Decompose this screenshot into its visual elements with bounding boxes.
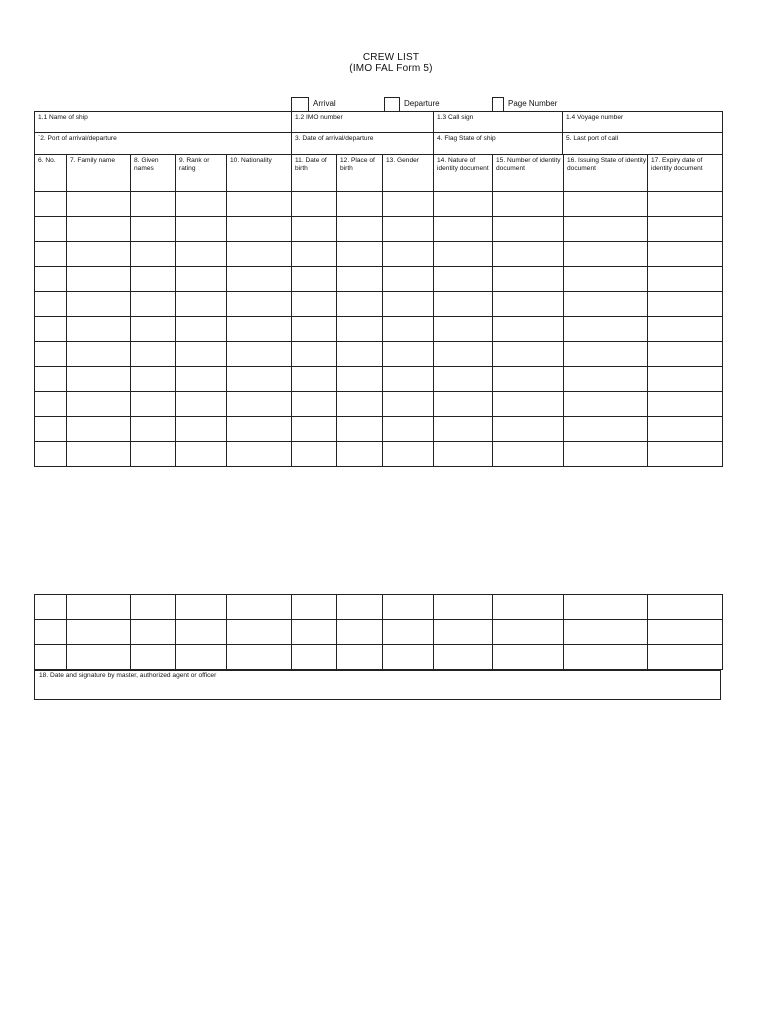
- table-cell[interactable]: [292, 417, 337, 442]
- table-cell[interactable]: [493, 417, 564, 442]
- table-cell[interactable]: [67, 242, 131, 267]
- table-cell[interactable]: [292, 242, 337, 267]
- table-cell[interactable]: [383, 217, 434, 242]
- table-cell[interactable]: [564, 342, 648, 367]
- crew-table-header: [35, 155, 723, 192]
- page-number-box[interactable]: [492, 97, 504, 112]
- table-cell[interactable]: [131, 442, 176, 467]
- table-cell[interactable]: [493, 292, 564, 317]
- col-header-id-nature-text: 14. Nature of identity document: [437, 157, 489, 172]
- table-cell[interactable]: [67, 292, 131, 317]
- table-row: [35, 292, 723, 317]
- table-cell[interactable]: [176, 192, 227, 217]
- table-cell[interactable]: [434, 417, 493, 442]
- table-cell[interactable]: [292, 342, 337, 367]
- table-cell[interactable]: [564, 192, 648, 217]
- table-cell[interactable]: [564, 645, 648, 670]
- table-cell[interactable]: [176, 367, 227, 392]
- table-cell[interactable]: [35, 392, 67, 417]
- table-cell[interactable]: [493, 367, 564, 392]
- table-cell[interactable]: [337, 417, 383, 442]
- table-cell[interactable]: [131, 595, 176, 620]
- table-cell[interactable]: [564, 242, 648, 267]
- table-cell[interactable]: [383, 267, 434, 292]
- ship-info-table: [34, 111, 723, 155]
- table-cell[interactable]: [493, 217, 564, 242]
- table-cell[interactable]: [383, 367, 434, 392]
- table-cell[interactable]: [648, 595, 723, 620]
- table-cell[interactable]: [648, 417, 723, 442]
- table-cell[interactable]: [434, 595, 493, 620]
- form-title: [0, 52, 768, 74]
- table-cell[interactable]: [383, 342, 434, 367]
- table-cell[interactable]: [227, 292, 292, 317]
- table-cell[interactable]: [292, 317, 337, 342]
- table-cell[interactable]: [292, 217, 337, 242]
- table-cell[interactable]: [337, 217, 383, 242]
- last-port-label: 5. Last port of call: [566, 135, 619, 142]
- flag-state-label: 4. Flag State of ship: [437, 135, 496, 142]
- table-cell[interactable]: [648, 192, 723, 217]
- table-cell[interactable]: [131, 342, 176, 367]
- table-cell[interactable]: [383, 442, 434, 467]
- table-cell[interactable]: [227, 317, 292, 342]
- table-cell[interactable]: [564, 317, 648, 342]
- table-cell[interactable]: [227, 342, 292, 367]
- table-row: [35, 442, 723, 467]
- table-cell[interactable]: [292, 645, 337, 670]
- table-cell[interactable]: [292, 292, 337, 317]
- table-cell[interactable]: [176, 392, 227, 417]
- table-cell[interactable]: [493, 595, 564, 620]
- table-cell[interactable]: [67, 217, 131, 242]
- table-cell[interactable]: [337, 620, 383, 645]
- date-field[interactable]: [292, 133, 434, 155]
- table-cell[interactable]: [35, 645, 67, 670]
- table-cell[interactable]: [292, 192, 337, 217]
- table-cell[interactable]: [292, 595, 337, 620]
- table-cell[interactable]: [292, 367, 337, 392]
- table-cell[interactable]: [35, 442, 67, 467]
- table-cell[interactable]: [337, 442, 383, 467]
- table-cell[interactable]: [176, 317, 227, 342]
- col-header-id-nature: [434, 155, 493, 192]
- table-cell[interactable]: [493, 392, 564, 417]
- form-title-main: CREW LIST: [362, 52, 420, 63]
- table-row: [35, 645, 723, 670]
- table-cell[interactable]: [337, 292, 383, 317]
- table-cell[interactable]: [337, 392, 383, 417]
- table-cell[interactable]: [131, 317, 176, 342]
- table-cell[interactable]: [35, 417, 67, 442]
- table-row: [35, 620, 723, 645]
- name-of-ship-label: 1.1 Name of ship: [38, 114, 88, 121]
- table-row: [35, 217, 723, 242]
- port-field[interactable]: [35, 133, 292, 155]
- col-header-rank-text: 9. Rank or rating: [179, 157, 210, 172]
- voyage-number-label: 1.4 Voyage number: [566, 114, 624, 121]
- table-cell[interactable]: [131, 367, 176, 392]
- table-cell[interactable]: [292, 267, 337, 292]
- table-cell[interactable]: [434, 392, 493, 417]
- table-cell[interactable]: [227, 192, 292, 217]
- col-header-place-of-birth: [337, 155, 383, 192]
- table-cell[interactable]: [227, 620, 292, 645]
- table-cell[interactable]: [434, 267, 493, 292]
- table-cell[interactable]: [648, 392, 723, 417]
- col-header-family-name-text: 7. Family name: [70, 157, 116, 164]
- table-cell[interactable]: [176, 595, 227, 620]
- table-cell[interactable]: [564, 217, 648, 242]
- table-row: [35, 595, 723, 620]
- col-header-no-text: 6. No.: [38, 157, 56, 164]
- table-cell[interactable]: [648, 267, 723, 292]
- table-cell[interactable]: [35, 342, 67, 367]
- table-row: [35, 392, 723, 417]
- col-header-given-names: [131, 155, 176, 192]
- table-cell[interactable]: [227, 267, 292, 292]
- table-cell[interactable]: [383, 620, 434, 645]
- table-cell[interactable]: [35, 317, 67, 342]
- table-cell[interactable]: [176, 292, 227, 317]
- table-cell[interactable]: [564, 367, 648, 392]
- col-header-family-name: [67, 155, 131, 192]
- table-cell[interactable]: [227, 442, 292, 467]
- table-cell[interactable]: [493, 267, 564, 292]
- table-cell[interactable]: [35, 192, 67, 217]
- table-cell[interactable]: [434, 192, 493, 217]
- table-cell[interactable]: [227, 217, 292, 242]
- table-cell[interactable]: [493, 317, 564, 342]
- table-cell[interactable]: [176, 267, 227, 292]
- table-cell[interactable]: [176, 342, 227, 367]
- table-cell[interactable]: [35, 242, 67, 267]
- imo-number-label: 1.2 IMO number: [295, 114, 343, 121]
- col-header-expiry-date: [648, 155, 723, 192]
- table-cell[interactable]: [434, 242, 493, 267]
- table-cell[interactable]: [176, 242, 227, 267]
- port-label: `2. Port of arrival/departure: [38, 135, 117, 142]
- table-cell[interactable]: [493, 645, 564, 670]
- table-cell[interactable]: [227, 392, 292, 417]
- table-cell[interactable]: [292, 620, 337, 645]
- table-cell[interactable]: [227, 595, 292, 620]
- table-cell[interactable]: [131, 392, 176, 417]
- table-cell[interactable]: [434, 442, 493, 467]
- table-cell[interactable]: [131, 217, 176, 242]
- table-cell[interactable]: [383, 317, 434, 342]
- table-cell[interactable]: [35, 292, 67, 317]
- table-cell[interactable]: [67, 342, 131, 367]
- col-header-place-of-birth-text: 12. Place of birth: [340, 157, 375, 172]
- col-header-id-number: [493, 155, 564, 192]
- imo-number-field[interactable]: [292, 112, 434, 133]
- table-cell[interactable]: [337, 645, 383, 670]
- table-cell[interactable]: [67, 595, 131, 620]
- table-cell[interactable]: [648, 342, 723, 367]
- table-cell[interactable]: [493, 342, 564, 367]
- table-cell[interactable]: [35, 620, 67, 645]
- table-cell[interactable]: [648, 217, 723, 242]
- table-cell[interactable]: [131, 417, 176, 442]
- last-port-field[interactable]: [563, 133, 723, 155]
- call-sign-field[interactable]: [434, 112, 563, 133]
- table-cell[interactable]: [648, 645, 723, 670]
- table-cell[interactable]: [648, 292, 723, 317]
- table-cell[interactable]: [564, 267, 648, 292]
- table-cell[interactable]: [564, 620, 648, 645]
- name-of-ship-field[interactable]: [35, 112, 292, 133]
- table-cell[interactable]: [648, 442, 723, 467]
- col-header-date-of-birth: [292, 155, 337, 192]
- table-cell[interactable]: [35, 217, 67, 242]
- table-cell[interactable]: [67, 645, 131, 670]
- arrival-checkbox[interactable]: [291, 97, 309, 112]
- crew-table-continuation: [34, 594, 723, 670]
- table-cell[interactable]: [227, 645, 292, 670]
- table-cell[interactable]: [434, 217, 493, 242]
- col-header-rank: [176, 155, 227, 192]
- form-title-sub: (IMO FAL Form 5): [349, 63, 433, 74]
- table-cell[interactable]: [434, 367, 493, 392]
- table-cell[interactable]: [564, 292, 648, 317]
- table-cell[interactable]: [35, 367, 67, 392]
- table-cell[interactable]: [493, 442, 564, 467]
- table-cell[interactable]: [434, 620, 493, 645]
- table-cell[interactable]: [67, 442, 131, 467]
- table-cell[interactable]: [176, 417, 227, 442]
- table-cell[interactable]: [131, 242, 176, 267]
- page-number-label: Page Number: [508, 99, 558, 108]
- table-cell[interactable]: [227, 417, 292, 442]
- table-row: [35, 417, 723, 442]
- table-cell[interactable]: [337, 267, 383, 292]
- col-header-given-names-text: 8. Given names: [134, 157, 159, 172]
- col-header-issuing-state-text: 16. Issuing State of identity document: [567, 157, 647, 172]
- table-cell[interactable]: [337, 192, 383, 217]
- table-cell[interactable]: [383, 417, 434, 442]
- table-cell[interactable]: [434, 342, 493, 367]
- voyage-number-field[interactable]: [563, 112, 723, 133]
- departure-label: Departure: [404, 99, 440, 108]
- table-cell[interactable]: [337, 317, 383, 342]
- table-cell[interactable]: [337, 367, 383, 392]
- table-cell[interactable]: [292, 442, 337, 467]
- table-row: [35, 367, 723, 392]
- table-cell[interactable]: [67, 367, 131, 392]
- table-cell[interactable]: [493, 192, 564, 217]
- table-cell[interactable]: [67, 417, 131, 442]
- table-cell[interactable]: [648, 317, 723, 342]
- table-cell[interactable]: [383, 645, 434, 670]
- table-cell[interactable]: [67, 317, 131, 342]
- col-header-gender-text: 13. Gender: [386, 157, 419, 164]
- table-cell[interactable]: [564, 417, 648, 442]
- table-cell[interactable]: [564, 392, 648, 417]
- col-header-nationality: [227, 155, 292, 192]
- departure-checkbox[interactable]: [384, 97, 400, 112]
- table-cell[interactable]: [67, 192, 131, 217]
- table-cell[interactable]: [35, 595, 67, 620]
- table-cell[interactable]: [564, 595, 648, 620]
- table-cell[interactable]: [493, 242, 564, 267]
- table-cell[interactable]: [337, 342, 383, 367]
- table-cell[interactable]: [67, 267, 131, 292]
- signature-label: 18. Date and signature by master, authorized agent or officer: [39, 672, 217, 679]
- table-cell[interactable]: [176, 620, 227, 645]
- signature-field[interactable]: [34, 670, 721, 700]
- col-header-gender: [383, 155, 434, 192]
- table-cell[interactable]: [176, 645, 227, 670]
- table-cell[interactable]: [35, 267, 67, 292]
- table-cell[interactable]: [648, 620, 723, 645]
- table-cell[interactable]: [434, 317, 493, 342]
- table-cell[interactable]: [648, 242, 723, 267]
- col-header-nationality-text: 10. Nationality: [230, 157, 272, 164]
- table-cell[interactable]: [383, 242, 434, 267]
- table-row: [35, 242, 723, 267]
- table-cell[interactable]: [383, 595, 434, 620]
- table-cell[interactable]: [337, 242, 383, 267]
- table-cell[interactable]: [292, 392, 337, 417]
- table-row: [35, 267, 723, 292]
- date-label: 3. Date of arrival/departure: [295, 135, 374, 142]
- table-cell[interactable]: [434, 645, 493, 670]
- table-cell[interactable]: [131, 645, 176, 670]
- table-row: [35, 192, 723, 217]
- table-cell[interactable]: [383, 292, 434, 317]
- table-cell[interactable]: [176, 217, 227, 242]
- col-header-issuing-state: [564, 155, 648, 192]
- table-cell[interactable]: [383, 392, 434, 417]
- table-cell[interactable]: [227, 242, 292, 267]
- arrival-label: Arrival: [313, 99, 336, 108]
- table-cell[interactable]: [648, 367, 723, 392]
- table-cell[interactable]: [493, 620, 564, 645]
- table-cell[interactable]: [131, 620, 176, 645]
- table-cell[interactable]: [131, 192, 176, 217]
- crew-table: [34, 154, 723, 467]
- call-sign-label: 1.3 Call sign: [437, 114, 474, 121]
- col-header-no: [35, 155, 67, 192]
- table-cell[interactable]: [176, 442, 227, 467]
- table-cell[interactable]: [67, 620, 131, 645]
- flag-state-field[interactable]: [434, 133, 563, 155]
- col-header-date-of-birth-text: 11. Date of birth: [295, 157, 327, 172]
- table-cell[interactable]: [131, 267, 176, 292]
- table-cell[interactable]: [564, 442, 648, 467]
- table-cell[interactable]: [227, 367, 292, 392]
- table-row: [35, 342, 723, 367]
- col-header-id-number-text: 15. Number of identity document: [496, 157, 561, 172]
- table-cell[interactable]: [67, 392, 131, 417]
- table-cell[interactable]: [434, 292, 493, 317]
- col-header-expiry-date-text: 17. Expiry date of identity document: [651, 157, 703, 172]
- table-cell[interactable]: [131, 292, 176, 317]
- table-cell[interactable]: [337, 595, 383, 620]
- table-cell[interactable]: [383, 192, 434, 217]
- table-row: [35, 317, 723, 342]
